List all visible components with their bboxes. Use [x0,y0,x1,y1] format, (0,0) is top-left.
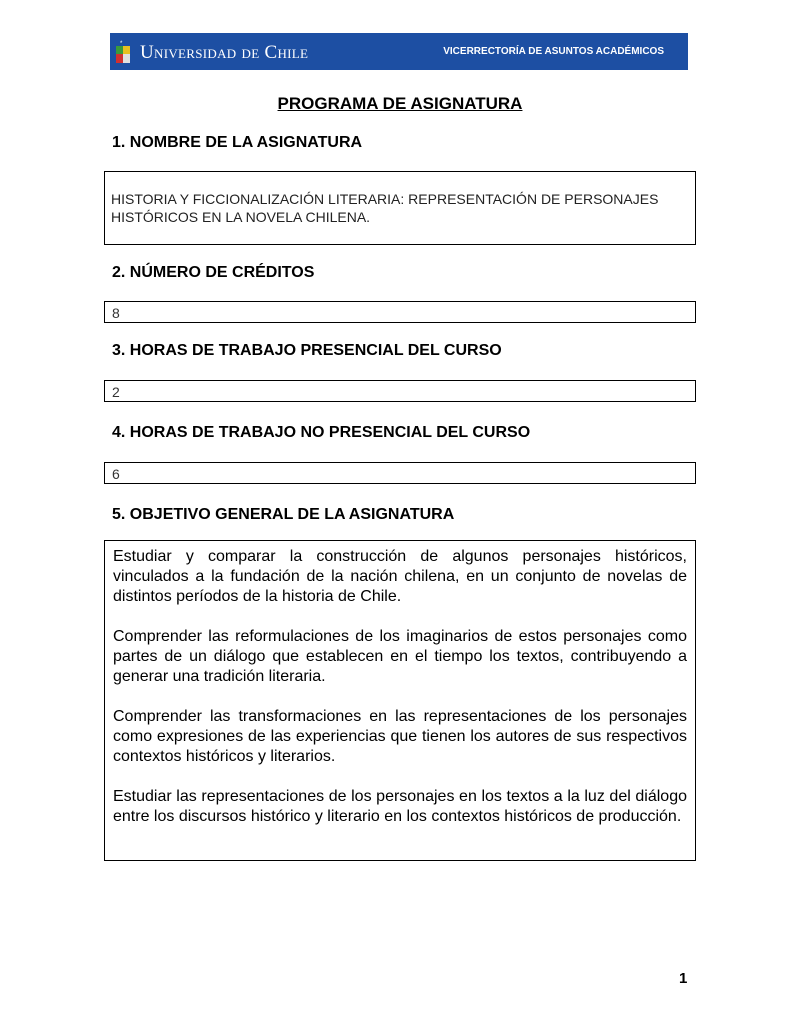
section-3-heading: 3. HORAS DE TRABAJO PRESENCIAL DEL CURSO [112,342,502,359]
general-objective-box [104,540,696,861]
objective-paragraph: Comprender las transformaciones en las representaciones de los personajes como expresiones de las experiencias que tienen los autores de sus respectivos contextos históricos y literarios. [113,708,687,765]
non-presential-hours-box: 6 [104,462,696,484]
objective-paragraph: Estudiar las representaciones de los personajes en los textos a la luz del diálogo entre los discursos histórico y literario en los contextos históricos de producción. [113,788,687,825]
objective-paragraph: Estudiar y comparar la construcción de algunos personajes históricos, vinculados a la fundación de la nación chilena, en un conjunto de novelas de distintos períodos de la historia de Chile. [113,548,687,605]
objective-paragraph: Comprender las reformulaciones de los imaginarios de estos personajes como partes de un diálogo que establecen en el tiempo los textos, contribuyendo a generar una tradición literaria. [113,628,687,685]
university-name: Universidad de Chile [140,42,309,63]
section-5-heading: 5. OBJETIVO GENERAL DE LA ASIGNATURA [112,506,455,523]
presential-hours-box: 2 [104,380,696,402]
credits-box: 8 [104,301,696,323]
header-banner [110,33,688,70]
page-number: 1 [679,970,688,987]
course-name-box: HISTORIA Y FICCIONALIZACIÓN LITERARIA: REPRESENTACIÓN DE PERSONAJES HISTÓRICOS EN LA NOVELA CHILENA. [104,171,696,245]
office-name: VICERRECTORÍA DE ASUNTOS ACADÉMICOS [443,46,664,57]
section-2-heading: 2. NÚMERO DE CRÉDITOS [112,264,315,281]
university-crest-icon [116,40,130,64]
section-1-heading: 1. NOMBRE DE LA ASIGNATURA [112,134,363,151]
page-title: PROGRAMA DE ASIGNATURA [277,94,523,113]
svg-text:*: * [120,41,123,47]
section-4-heading: 4. HORAS DE TRABAJO NO PRESENCIAL DEL CURSO [112,424,531,441]
